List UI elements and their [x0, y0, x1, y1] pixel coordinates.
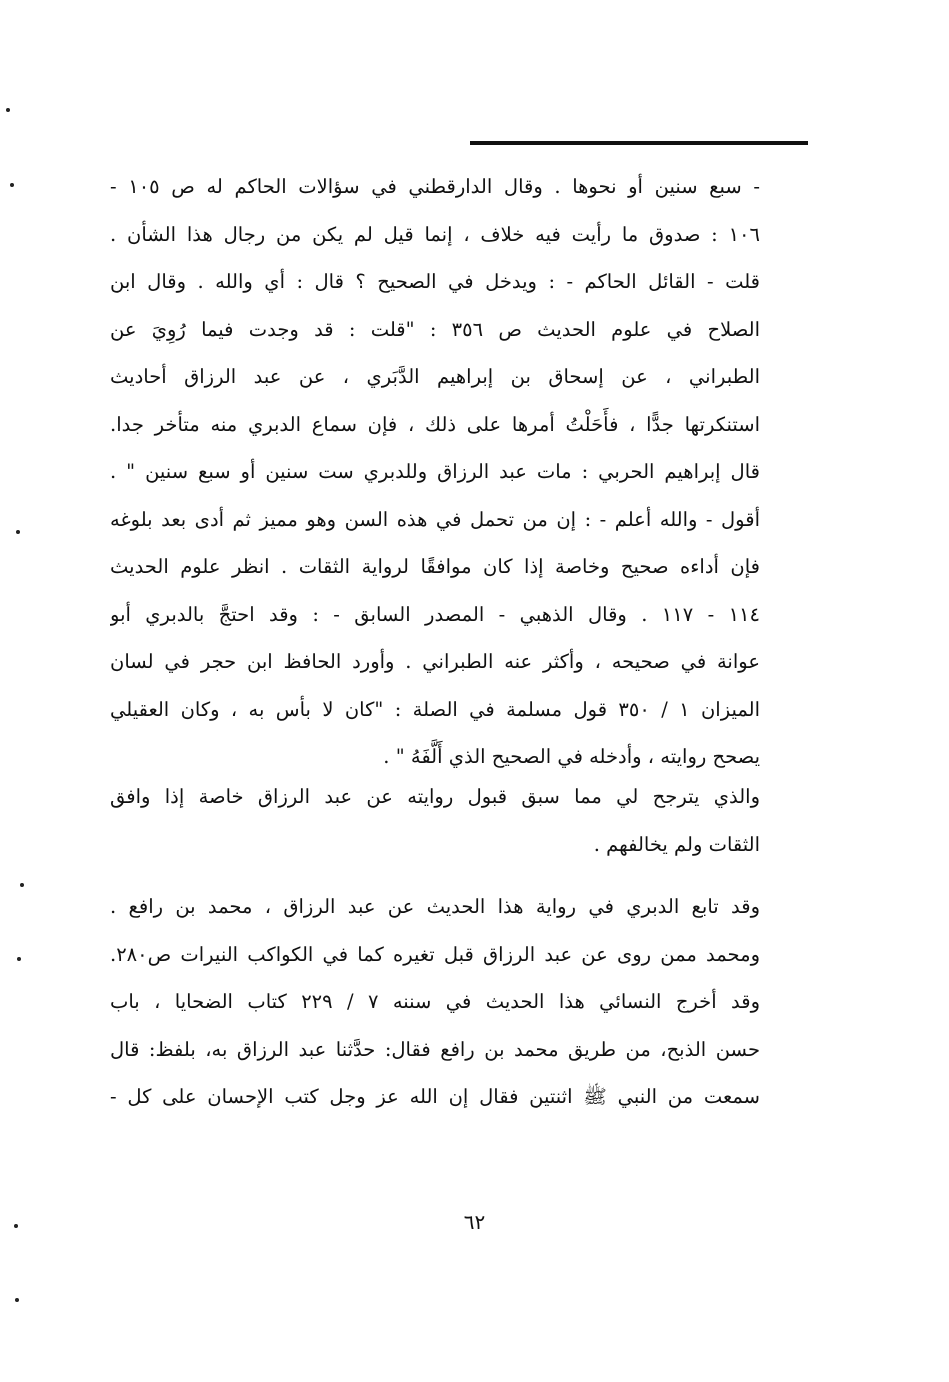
- scan-speck: [15, 1298, 19, 1302]
- text-line: الصلاح في علوم الحديث ص ٣٥٦ : "قلت : قد وجدت فيما رُوِيَ عن: [110, 317, 760, 341]
- scan-speck: [16, 530, 20, 534]
- scan-speck: [20, 883, 24, 887]
- text-line: - سبع سنين أو نحوها . وقال الدارقطني في سؤالات الحاكم له ص ١٠٥ -: [110, 175, 760, 198]
- text-line: الميزان ١ / ٣٥٠ قول مسلمة في الصلة : "كان لا بأس به ، وكان العقيلي: [110, 697, 760, 721]
- paragraph-1: [110, 163, 760, 781]
- text-line: استنكرتها جدًّا ، فأَحَلْتُ أمرها على ذلك ، فإن سماع الدبري منه متأخر جدا.: [110, 412, 760, 436]
- text-line: قال إبراهيم الحربي : مات عبد الرزاق وللدبري ست سنين أو سبع سنين " .: [110, 460, 760, 483]
- text-line: والذي يترجح لي مما سبق قبول روايته عن عبد الرزاق خاصة إذا وافق: [110, 785, 760, 808]
- scan-speck: [17, 957, 21, 961]
- text-line: حسن الذبح، من طريق محمد بن رافع فقال: حدَّثنا عبد الرزاق به، بلفظ: قال: [110, 1037, 760, 1061]
- text-line: عوانة في صحيحه ، وأكثر عنه الطبراني . وأورد الحافظ ابن حجر في لسان: [110, 650, 760, 673]
- scan-speck: [10, 183, 14, 187]
- text-line: وقد أخرج النسائي هذا الحديث في سننه ٧ / ٢٢٩ كتاب الضحايا ، باب: [110, 990, 760, 1013]
- paragraph-3: [110, 883, 760, 1121]
- text-line: وقد تابع الدبري في رواية هذا الحديث عن عبد الرزاق ، محمد بن رافع .: [110, 895, 760, 918]
- text-line: الطبراني ، عن إسحاق بن إبراهيم الدَّبَري ، عن عبد الرزاق أحاديث: [110, 365, 760, 388]
- page-number: ٦٢: [463, 1210, 486, 1234]
- text-line: فإن أداءه صحيح وخاصة إذا كان موافقًا لرواية الثقات . انظر علوم الحديث: [110, 555, 760, 578]
- paragraph-2: [110, 773, 760, 868]
- text-line: ومحمد ممن روى عن عبد الرزاق قبل تغيره كما في الكواكب النيرات ص٢٨٠.: [110, 942, 760, 966]
- scan-speck: [6, 108, 10, 112]
- text-line: سمعت من النبي ﷺ اثنتين فقال إن الله عز وجل كتب الإحسان على كل -: [110, 1085, 760, 1108]
- text-line: قلت - القائل الحاكم - : ويدخل في الصحيح ؟ قال : أي والله . وقال ابن: [110, 270, 760, 293]
- text-line: أقول - والله أعلم - : إن من تحمل في هذه السن وهو مميز ثم أدى بعد بلوغه: [110, 507, 760, 531]
- scan-speck: [14, 1224, 18, 1228]
- text-line: ١١٤ - ١١٧ . وقال الذهبي - المصدر السابق - : وقد احتجَّ بالدبري أبو: [110, 602, 760, 626]
- text-line: ١٠٦ : صدوق ما رأيت فيه خلاف ، إنما قيل لم يكن من رجال هذا الشأن .: [110, 222, 760, 246]
- footnote-separator-rule: [470, 141, 808, 145]
- text-line: الثقات ولم يخالفهم .: [593, 832, 760, 856]
- text-line: يصحح روايته ، وأدخله في الصحيح الذي أَلَّفَهُ " .: [383, 745, 760, 768]
